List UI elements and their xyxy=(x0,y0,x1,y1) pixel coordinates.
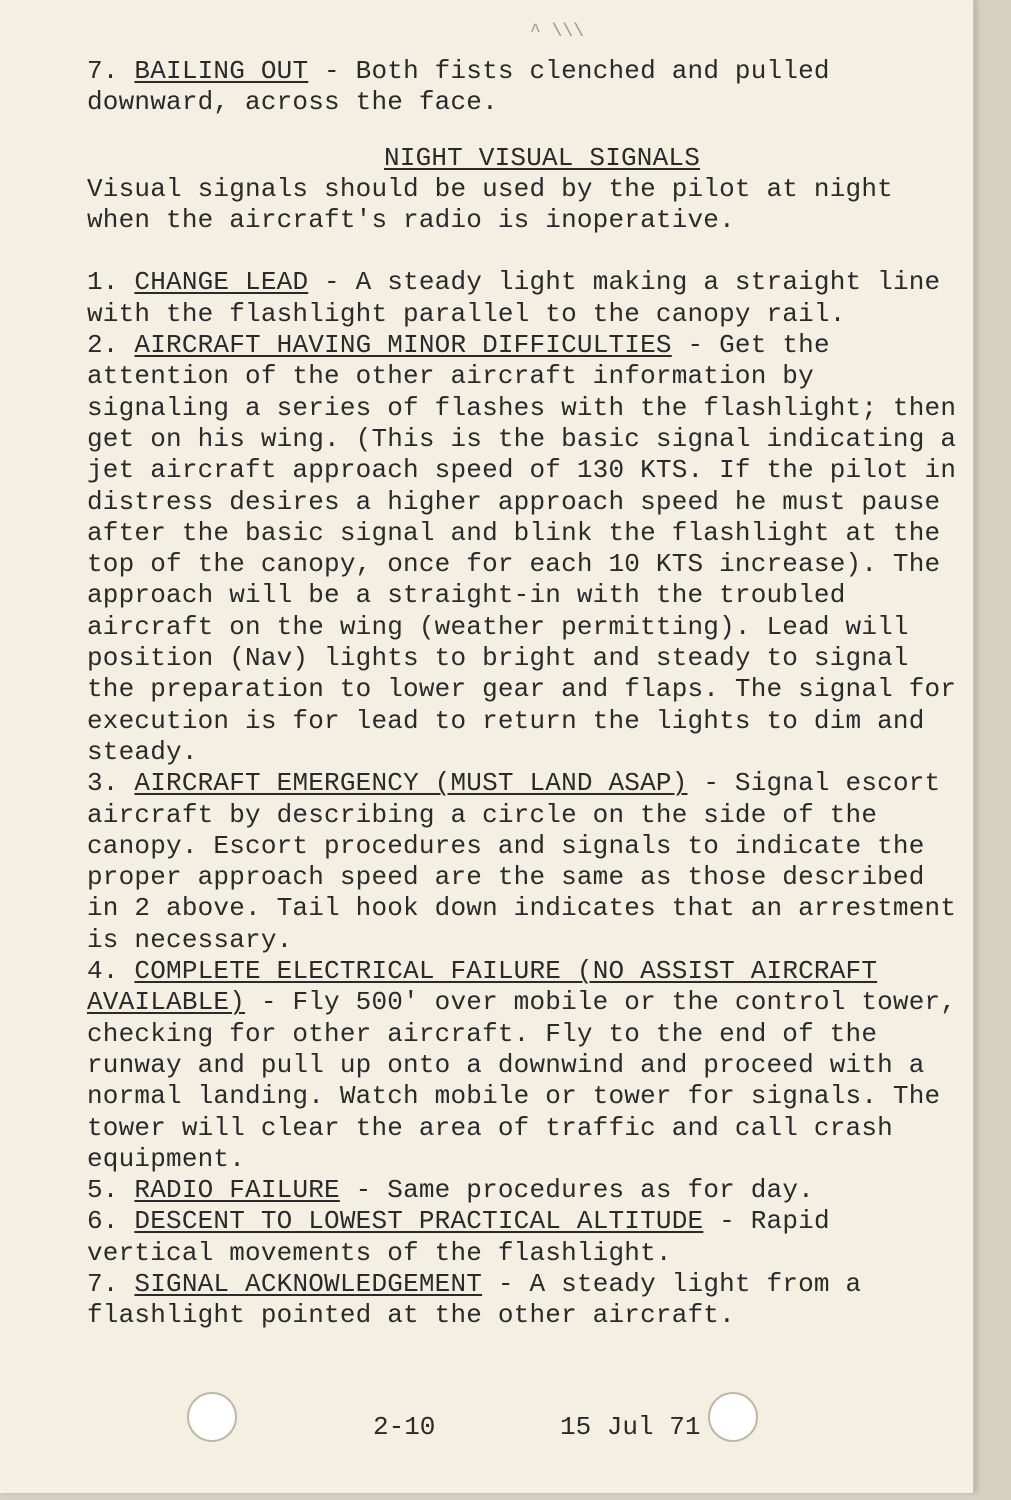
item-body: - Fly 500' over mobile or the control tower, checking for other aircraft. Fly to the end of the runway and pull up onto a downwind and proceed with a normal landing. Watch mobile or tower for signals. The tower will clear the area of traffic and call crash equipment. xyxy=(87,987,957,1174)
item-heading: CHANGE LEAD xyxy=(134,267,309,298)
item-heading: BAILING OUT xyxy=(134,56,309,86)
item-number: 4. xyxy=(87,956,119,987)
item-heading: AIRCRAFT EMERGENCY (MUST LAND ASAP) xyxy=(134,768,688,799)
paragraph-electrical-failure xyxy=(87,956,957,1175)
paragraph-change-lead xyxy=(87,267,957,330)
paragraph-aircraft-emergency xyxy=(87,768,957,956)
section-title xyxy=(87,143,957,174)
page-number: 2-10 xyxy=(373,1412,436,1442)
item-number: 2. xyxy=(87,330,119,361)
item-body: - Signal escort aircraft by describing a circle on the side of the canopy. Escort procedures and signals to indicate the proper approach speed are the same as those described in 2 above. Tail hook down indicates that an arrestment is necessary. xyxy=(87,768,957,955)
document-body xyxy=(87,56,957,1332)
item-body: - A steady light making a straight line with the flashlight parallel to the canopy rail. xyxy=(87,267,941,329)
revision-date: 15 Jul 71 xyxy=(560,1412,701,1442)
item-number: 7. xyxy=(87,1268,119,1299)
item-number: 1. xyxy=(87,267,119,298)
paragraph-descent xyxy=(87,1206,957,1269)
item-number: 6. xyxy=(87,1206,119,1237)
item-body: - A steady light from a flashlight pointed at the other aircraft. xyxy=(87,1268,862,1331)
item-number: 5. xyxy=(87,1175,119,1206)
item-heading: SIGNAL ACKNOWLEDGEMENT xyxy=(134,1268,483,1299)
faint-top-mark: ^ \\\ xyxy=(530,22,585,42)
item-heading: RADIO FAILURE xyxy=(134,1175,340,1206)
section-title-text: NIGHT VISUAL SIGNALS xyxy=(383,142,701,173)
paragraph-minor-difficulties xyxy=(87,330,957,768)
item-heading: DESCENT TO LOWEST PRACTICAL ALTITUDE xyxy=(134,1206,704,1237)
item-body: - Both fists clenched and pulled downward, across the face. xyxy=(87,56,830,118)
item-heading: AIRCRAFT HAVING MINOR DIFFICULTIES xyxy=(134,330,672,361)
intro-paragraph: Visual signals should be used by the pilot at night when the aircraft's radio is inoperative. xyxy=(87,173,893,236)
item-body: - Rapid vertical movements of the flashlight. xyxy=(87,1206,830,1268)
item-body: - Get the attention of the other aircraft information by signaling a series of flashes with the flashlight; then get on his wing. (This is the basic signal indicating a jet aircraft approach speed of 130 KTS. If the pilot in distress desires a higher approach speed he must pause after the basic signal and blink the flashlight at the top of the canopy, once for each 10 KTS increase). The approach will be a straight-in with the troubled aircraft on the wing (weather permitting). Lead will position (Nav) lights to bright and steady to signal the preparation to lower gear and flaps. The signal for execution is for lead to return the lights to dim and steady. xyxy=(87,330,957,767)
paragraph-radio-failure xyxy=(87,1175,957,1206)
paragraph-acknowledgement xyxy=(87,1269,957,1332)
item-number: 3. xyxy=(87,768,119,799)
item-body: - Same procedures as for day. xyxy=(339,1175,814,1206)
binder-hole-left xyxy=(187,1392,237,1442)
paragraph-bailing-out xyxy=(87,56,957,119)
item-number: 7. xyxy=(87,56,119,86)
spacer xyxy=(87,236,957,267)
binder-hole-right xyxy=(708,1392,758,1442)
item-heading: COMPLETE ELECTRICAL FAILURE (NO ASSIST AIRCRAFT AVAILABLE) xyxy=(87,956,878,1018)
